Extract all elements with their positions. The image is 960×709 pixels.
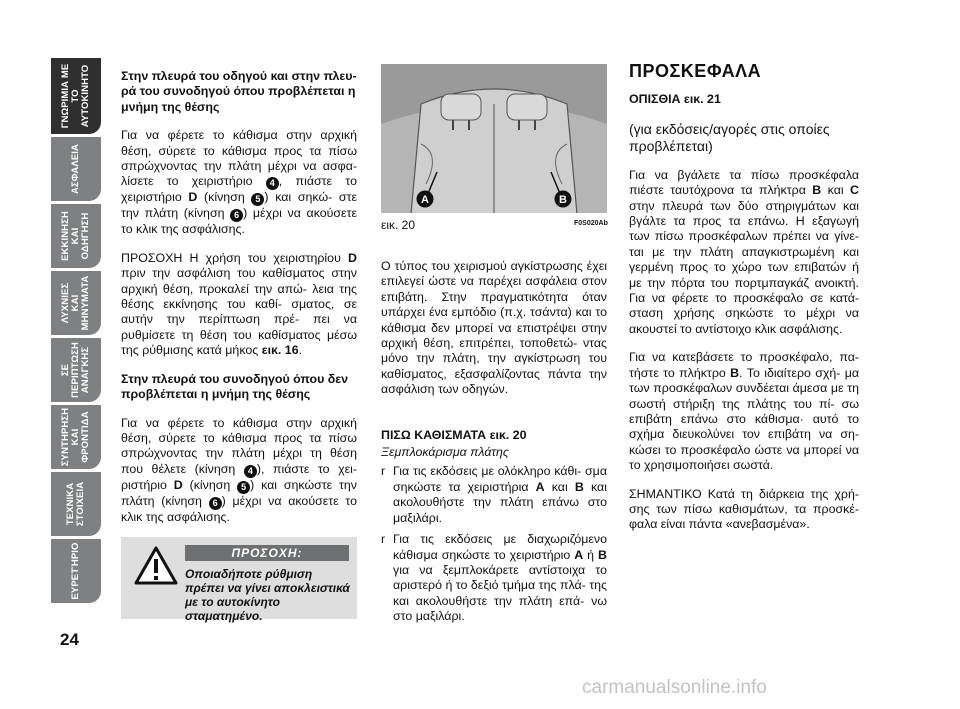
step-4-badge: 4 (244, 465, 257, 478)
tab-index[interactable] (51, 539, 101, 603)
watermark: carmanualsonline.info (582, 677, 767, 698)
step-5-badge: 5 (237, 481, 250, 494)
text: και ακολουθήστε την πλάτη επάνω στο μαξιλάρι. (393, 479, 607, 525)
paragraph (629, 350, 859, 473)
section-heading (381, 428, 607, 443)
callout-b-label: B (559, 194, 567, 206)
text: στην πλευρά των δύο στηριγμάτων και βγάλτε τα προς τα επάνω. Η εξαγωγή των πίσω προσκέφαλων πρέπει να γίνε- ται με την πλάτη απαγκιστρωμένη και γερμένη προς το χώρο των επιβατών ή με την πόρτα του πορτμπαγκάζ ανοικτή. Για να φέρετε το προσκέφαλο σε κατά- σταση χρήσης σηκώστε το μέχρι να ακουστεί το αντίστοιχο κλικ ασφάλισης. (629, 198, 859, 336)
warning-box (121, 537, 357, 623)
text: ) και σηκώστε την πλάτη (κίνηση (121, 477, 358, 508)
tab-emergency[interactable] (51, 338, 101, 402)
tab-label: ΓΝΩΡΙΜΙΑ ΜΕ ΤΟ ΑΥΤΟΚΙΝΗΤΟ (60, 63, 91, 129)
paragraph (121, 128, 357, 238)
text: ΠΙΣΩ ΚΑΘΙΣΜΑΤΑ (381, 427, 487, 442)
paragraph: Ο τύπος του χειρισμού αγκίστρωσης έχει επιλεγεί ώστε να παρέχει ασφάλεια στον επιβάτη. Στην πραγματικότητα όταν υπάρχει ένα εμπόδιο (π.χ. τσάντα) και το κάθισμα δεν μπορεί να επιστρέψει στην αρχική θέση, επιτρέπει, τοποθετώ- ντας μόνο την πλάτη, την αγκίστρωση του καθίσματος, εξασφαλίζοντας πάντα την ασφάλιση των οδηγών. (381, 259, 607, 397)
control-a-label: A (574, 547, 584, 562)
step-4-badge: 4 (266, 177, 279, 190)
bullet-marker: r (381, 532, 386, 547)
warning-triangle-icon (134, 546, 178, 586)
section-heading: Στην πλευρά του οδηγού και στην πλευ- ρά του συνοδηγού όπου προβλέπεται η μνήμη της θέσης (121, 69, 357, 114)
tab-label: ΛΥΧΝΙΕΣ ΚΑΙ ΜΗΝΥΜΑΤΑ (60, 275, 91, 331)
text: για να ξεμπλοκάρετε αντίστοιχα το αριστερό ή το δεξιό τμήμα της πλά- της και ακολουθήστε την πλάτη επά- νω στο μαξιλάρι. (393, 562, 607, 624)
figure-ref: εικ. 16 (261, 343, 299, 358)
tab-technical-data[interactable] (51, 472, 101, 536)
subheading: Ξεμπλοκάρισμα πλάτης (381, 445, 509, 460)
section-title: ΠΡΟΣΚΕΦΑΛΑ (629, 61, 762, 81)
tab-maintenance-care[interactable] (51, 405, 101, 469)
bullet-item (381, 464, 607, 526)
text: , πιάστε το χειριστήριο (121, 174, 357, 205)
paragraph: ΣΗΜΑΝΤΙΚΟ Κατά τη διάρκεια της χρή- σης των πίσω καθισμάτων, τα προσκέ- φαλα είναι πάντα «ανεβασμένα». (629, 486, 859, 532)
button-c-label: C (850, 183, 859, 198)
tab-label: ΣΕ ΠΕΡΙΠΤΩΣΗ ΑΝΑΓΚΗΣ (60, 342, 91, 398)
tab-safety[interactable] (51, 137, 101, 201)
bullet-marker: r (381, 464, 386, 479)
text: ) μέχρι να ακούσετε το κλικ της ασφάλισης. (121, 493, 357, 524)
rear-seat-illustration (381, 64, 607, 213)
page-number: 24 (60, 630, 79, 649)
tab-label: ΑΣΦΑΛΕΙΑ (70, 144, 81, 194)
figure-code: F0S020Ab (574, 220, 608, 227)
column-3 (629, 61, 859, 546)
tab-label: ΕΚΚΙΝΗΣΗ ΚΑΙ ΟΔΗΓΗΣΗ (60, 211, 91, 261)
text: και (551, 479, 568, 494)
text: ) και σηκώ- στε την πλάτη (κίνηση (121, 190, 357, 221)
paragraph: ΠΡΟΣΟΧΗ Η χρήση του χειριστηρίου D πριν την ασφάλιση του καθίσματος στην αρχική θέση, προκαλεί την απώ- λεια της θέσης εκκίνησης του καθί- σματος, σε αυτήν την περίπτωση πρέ- πει να ρυθμίσετε τη θέση του καθίσματος μέσω της ρύθμισης κατά μήκος εικ. 16. (121, 250, 357, 358)
text: ή (587, 547, 595, 562)
warning-text: Οποιαδήποτε ρύθμιση πρέπει να γίνει αποκλειστικά με το αυτοκίνητο σταματημένο. (185, 567, 350, 623)
column-2 (381, 259, 607, 638)
tab-getting-to-know-car[interactable] (51, 58, 101, 134)
control-d-label: D (188, 190, 198, 205)
section-heading: Στην πλευρά του συνοδηγού όπου δεν προβλέπεται η μνήμη της θέσης (121, 371, 349, 402)
control-d-label: D (173, 477, 183, 492)
text: (κίνηση (189, 477, 231, 492)
tab-label: ΕΥΡΕΤΉΡΙΟ (70, 542, 81, 600)
text: Για να βγάλετε τα πίσω προσκέφαλα πιέστε ταυτόχρονα τα πλήκτρα (629, 167, 859, 198)
text: . Το ιδιαίτερο σχή- μα των προσκέφαλων συνδέεται άμεσα με τη σωστή στήριξη της πλάτης του πί- σω επιβάτη επάνω στο κάθισμα· αυτό το σχήμα διευκολύνει τον επιβάτη να ση- κώσει το προσκέφαλο ώστε να μπορεί να το χρησιμοποιήσει σωστά. (629, 365, 859, 473)
step-6-badge: 6 (209, 497, 222, 510)
callout-a-label: A (421, 194, 429, 206)
paragraph (629, 168, 859, 337)
control-a-label: A (535, 479, 545, 494)
text: ) μέχρι να ακούσετε το κλικ της ασφάλισης. (121, 206, 357, 237)
column-1 (121, 69, 357, 538)
button-b-label: B (812, 183, 822, 198)
text: Για να φέρετε το κάθισμα στην αρχική θέση, σύρετε το κάθισμα προς τα πίσω σπρώχνοντας την πλάτη μέχρι τη θέση που θέλετε (κίνηση (121, 415, 357, 476)
step-5-badge: 5 (251, 193, 264, 206)
text: ΠΡΟΣΟΧΗ Η χρήση του χειριστηρίου (121, 250, 341, 265)
text: Για τις εκδόσεις με διαχωριζόμενο κάθισμα σηκώστε το χειριστήριο (393, 532, 607, 562)
paragraph (121, 416, 357, 526)
warning-banner: ΠΡΟΣΟΧΗ: (185, 545, 349, 561)
text: ), πιάστε το χει- ριστήριο (121, 461, 357, 492)
bullet-item (381, 532, 607, 624)
figure-rear-seats (381, 64, 607, 213)
control-d-label: D (348, 250, 357, 265)
tab-label: ΣΥΝΤΗΡΗΣΗ ΚΑΙ ΦΡΟΝΤΙΔΑ (60, 407, 91, 467)
step-6-badge: 6 (230, 209, 243, 222)
tab-lights-messages[interactable] (51, 271, 101, 335)
text: Για τις εκδόσεις με ολόκληρο κάθι- σμα σηκώστε τα χειριστήρια (393, 464, 607, 494)
figure-caption: εικ. 20 (381, 218, 416, 232)
figure-ref: εικ. 20 (489, 427, 527, 442)
subheading: (για εκδόσεις/αγορές στις οποίες προβλέπεται) (629, 120, 830, 154)
control-b-label: B (574, 479, 584, 494)
text: Για να φέρετε το κάθισμα στην αρχική θέση, σύρετε το κάθισμα προς τα πίσω σπρώχνοντας την πλάτη μέχρι να ασφα- λίσετε το χειριστήριο (121, 128, 357, 189)
tab-starting-driving[interactable] (51, 204, 101, 268)
text: Για να κατεβάσετε το προσκέφαλο, πα- τήστε το πλήκτρο (629, 350, 859, 380)
text: και (827, 183, 844, 198)
tab-label: ΤΕΧΝΙΚΑ ΣΤΟΙΧΕΙΑ (65, 481, 86, 527)
text: πριν την ασφάλιση του καθίσματος στην αρχική θέση, προκαλεί την απώ- λεια της θέσης εκκίνησης του καθί- σματος, σε αυτήν την περίπτωση πρέ- πει να ρυθμίσετε τη θέση του καθίσματος μέσω της ρύθμισης κατά μήκος (121, 266, 357, 358)
text: (κίνηση (204, 190, 245, 205)
control-b-label: B (598, 547, 607, 562)
subheading: ΟΠΙΣΘΙΑ εικ. 21 (629, 92, 721, 107)
button-b-label: B (730, 365, 740, 380)
